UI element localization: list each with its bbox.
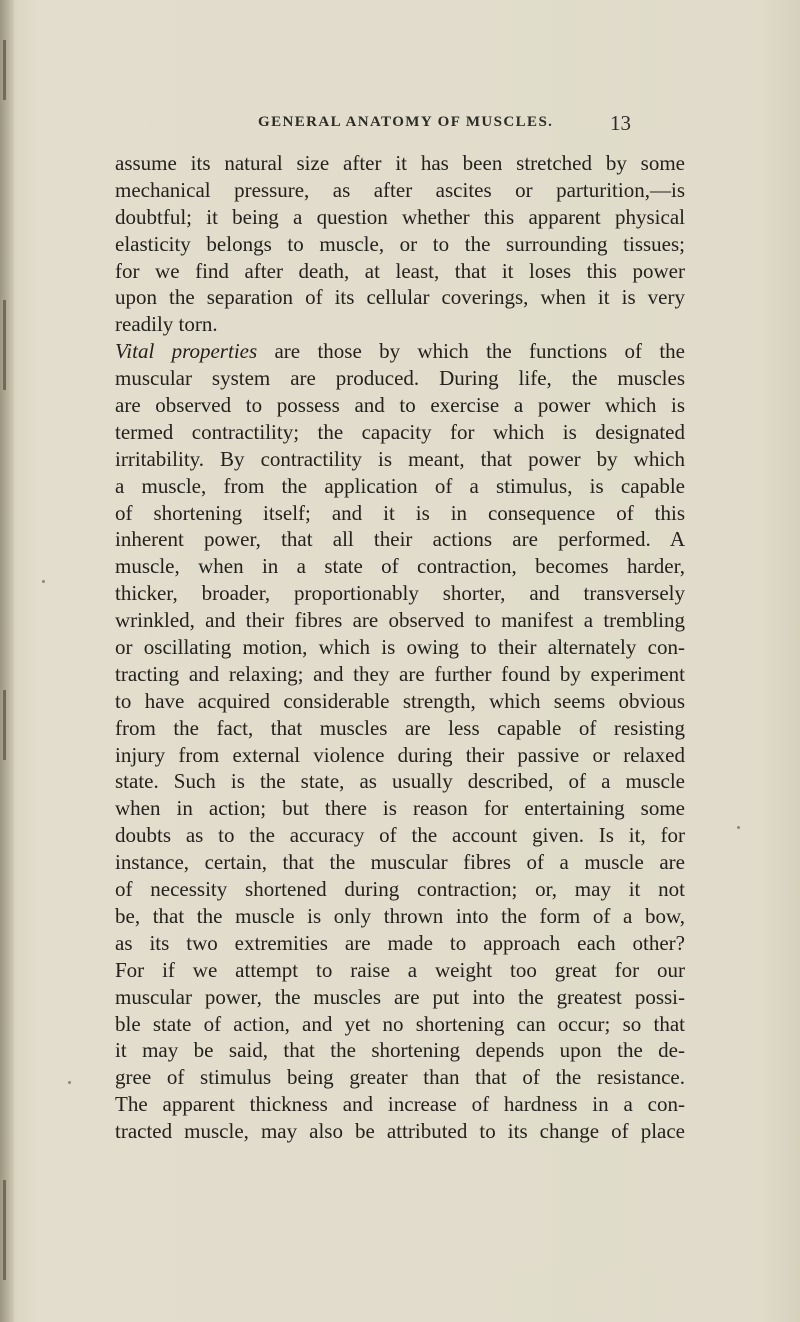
text-line: it may be said, that the shortening depends upon the de- bbox=[115, 1038, 685, 1063]
text-line: a muscle, from the application of a stimulus, is capable bbox=[115, 473, 685, 498]
text-line: or oscillating motion, which is owing to their alternately con- bbox=[115, 635, 685, 660]
text-line: injury from external violence during their passive or relaxed bbox=[115, 742, 685, 767]
page-spine-shadow bbox=[0, 0, 14, 1322]
text-line: state. Such is the state, as usually described, of a muscle bbox=[115, 769, 685, 794]
text-line: wrinkled, and their fibres are observed to manifest a trembling bbox=[115, 608, 685, 633]
text-line: doubtful; it being a question whether this apparent physical bbox=[115, 204, 685, 229]
text-line: elasticity belongs to muscle, or to the surrounding tissues; bbox=[115, 231, 685, 256]
spine-mark bbox=[3, 1180, 6, 1280]
text-line: thicker, broader, proportionably shorter, and transversely bbox=[115, 581, 685, 606]
spine-mark bbox=[3, 300, 6, 390]
running-head: GENERAL ANATOMY OF MUSCLES. bbox=[258, 114, 554, 130]
text-line: tracting and relaxing; and they are further found by experiment bbox=[115, 661, 685, 686]
text-line: ble state of action, and yet no shortening can occur; so that bbox=[115, 1011, 685, 1036]
text-line-with-italic bbox=[115, 338, 685, 365]
text-line: readily torn. bbox=[115, 312, 218, 337]
text-line: as its two extremities are made to approach each other? bbox=[115, 930, 685, 955]
text-line: for we find after death, at least, that it loses this power bbox=[115, 258, 685, 283]
text-line: instance, certain, that the muscular fibres of a muscle are bbox=[115, 850, 685, 875]
paper-speck bbox=[42, 580, 45, 583]
paper-speck bbox=[68, 1081, 71, 1084]
text-line: inherent power, that all their actions are performed. A bbox=[115, 527, 685, 552]
text-line: irritability. By contractility is meant, that power by which bbox=[115, 446, 685, 471]
text-line: mechanical pressure, as after ascites or parturition,—is bbox=[115, 177, 685, 202]
paper-speck bbox=[737, 826, 740, 829]
text-line: when in action; but there is reason for entertaining some bbox=[115, 796, 685, 821]
body-text bbox=[115, 150, 685, 1145]
text-line: assume its natural size after it has been stretched by some bbox=[115, 151, 685, 175]
text-line: The apparent thickness and increase of hardness in a con- bbox=[115, 1092, 685, 1117]
text-line: be, that the muscle is only thrown into the form of a bow, bbox=[115, 903, 685, 928]
italic-term: Vital properties bbox=[115, 339, 258, 364]
text-line: muscle, when in a state of contraction, becomes harder, bbox=[115, 554, 685, 579]
text-line: from the fact, that muscles are less capable of resisting bbox=[115, 715, 685, 740]
text-line: are observed to possess and to exercise a power which is bbox=[115, 393, 685, 418]
text-line: of shortening itself; and it is in consequence of this bbox=[115, 500, 685, 525]
page-number: 13 bbox=[610, 111, 631, 135]
spine-mark bbox=[3, 40, 6, 100]
text-line: For if we attempt to raise a weight too great for our bbox=[115, 957, 685, 982]
spine-mark bbox=[3, 690, 6, 760]
text-line: gree of stimulus being greater than that of the resistance. bbox=[115, 1065, 685, 1090]
text-line: tracted muscle, may also be attributed to its change of place bbox=[115, 1119, 685, 1144]
text-line: doubts as to the accuracy of the account given. Is it, for bbox=[115, 823, 685, 848]
text-line-rest: are those by which the functions of the bbox=[274, 339, 685, 364]
text-line: upon the separation of its cellular coverings, when it is very bbox=[115, 285, 685, 310]
text-line: termed contractility; the capacity for which is designated bbox=[115, 419, 685, 444]
text-line: of necessity shortened during contraction; or, may it not bbox=[115, 877, 685, 902]
text-line: to have acquired considerable strength, which seems obvious bbox=[115, 688, 685, 713]
text-line: muscular system are produced. During life, the muscles bbox=[115, 366, 685, 391]
text-line: muscular power, the muscles are put into the greatest possi- bbox=[115, 984, 685, 1009]
page-header bbox=[258, 111, 658, 138]
